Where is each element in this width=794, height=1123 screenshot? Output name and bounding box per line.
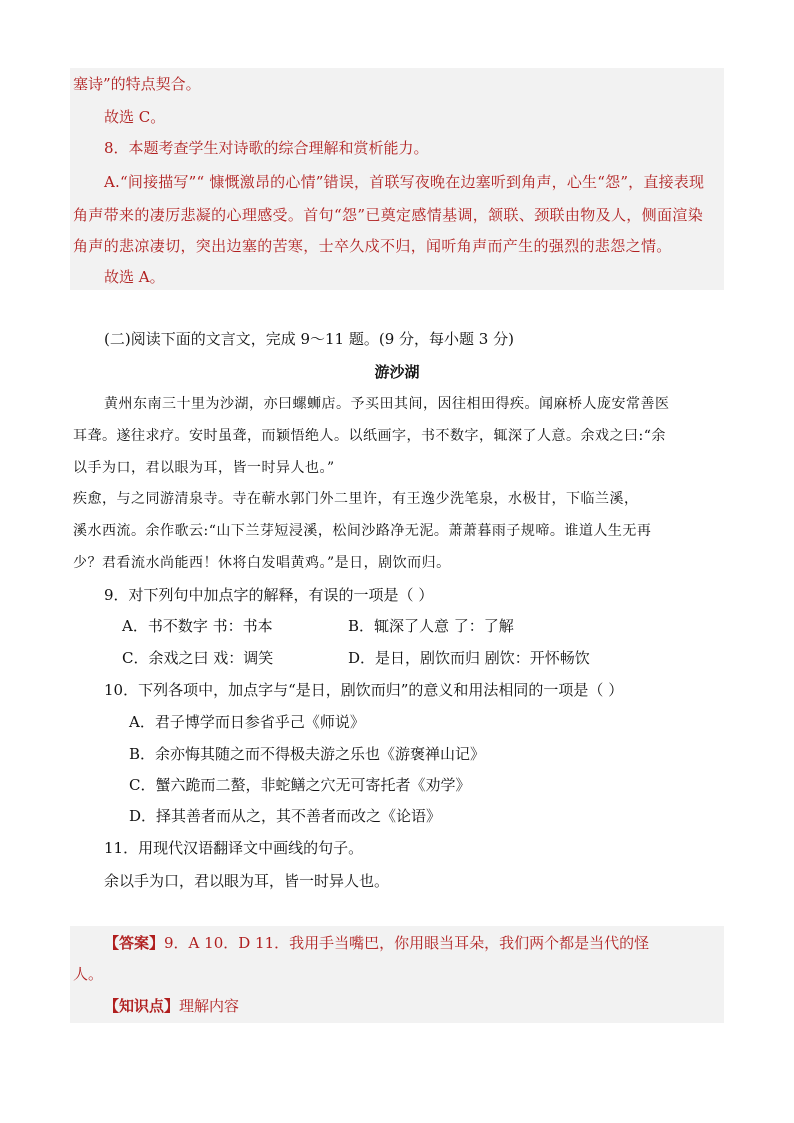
passage-line-2: 耳聋。遂往求疗。安时虽聋，而颖悟绝人。以纸画字，书不数字，辄深了人意。余戏之曰:“余 xyxy=(73,428,666,444)
question-9-stem: 9．对下列句中加点字的解释，有误的一项是（ ） xyxy=(104,586,434,604)
passage-title: 游沙湖 xyxy=(374,363,420,381)
question-9-option-b: B．辄深了人意 了：了解 xyxy=(348,617,514,635)
analysis-line-7: 故选 A。 xyxy=(104,268,165,286)
knowledge-point-line xyxy=(104,996,239,1016)
analysis-line-2: 故选 C。 xyxy=(104,108,166,126)
passage-line-6: 少？君看流水尚能西！休将白发唱黄鸡。”是日，剧饮而归。 xyxy=(73,555,451,571)
passage-line-5: 溪水西流。余作歌云:“山下兰芽短浸溪，松间沙路净无泥。萧萧暮雨子规啼。谁道人生无再 xyxy=(73,523,652,539)
question-11-sentence: 余以手为口，君以眼为耳，皆一时异人也。 xyxy=(104,872,390,890)
knowledge-point-text: 理解内容 xyxy=(179,997,240,1015)
answer-line xyxy=(104,933,649,953)
question-10-option-c: C．蟹六跪而二螯，非蛇鳝之穴无可寄托者《劝学》 xyxy=(129,776,471,794)
question-10-stem: 10．下列各项中，加点字与“是日，剧饮而归”的意义和用法相同的一项是（ ） xyxy=(104,681,624,699)
question-10-option-a: A．君子博学而日参省乎己《师说》 xyxy=(129,713,365,731)
analysis-line-1: 塞诗”的特点契合。 xyxy=(73,75,201,93)
question-10-option-b: B．余亦悔其随之而不得极夫游之乐也《游褒禅山记》 xyxy=(129,745,486,763)
question-9-option-a: A．书不数字 书：书本 xyxy=(122,617,273,635)
question-10-option-d: D．择其善者而从之，其不善者而改之《论语》 xyxy=(129,807,442,825)
analysis-line-4: A.“间接描写”“ 慷慨激昂的心情”错误，首联写夜晚在边塞听到角声，心生“怨”，直接表现 xyxy=(104,173,705,191)
answer-text: 9．A 10．D 11．我用手当嘴巴，你用眼当耳朵，我们两个都是当代的怪 xyxy=(164,934,650,952)
question-9-option-c: C．余戏之曰 戏：调笑 xyxy=(122,649,274,667)
analysis-line-6: 角声的悲凉凄切，突出边塞的苦寒，士卒久戍不归，闻听角声而产生的强烈的悲怨之情。 xyxy=(73,237,672,255)
section-intro: (二)阅读下面的文言文，完成 9～11 题。(9 分，每小题 3 分) xyxy=(104,330,514,348)
passage-line-3: 以手为口，君以眼为耳，皆一时异人也。” xyxy=(73,460,335,476)
knowledge-point-label: 【知识点】 xyxy=(104,997,180,1015)
analysis-line-5: 角声带来的凄厉悲凝的心理感受。首句“怨”已奠定感情基调，颔联、颈联由物及人，侧面渲染 xyxy=(73,206,704,224)
passage-line-4: 疾愈，与之同游清泉寺。寺在蕲水郭门外二里许，有王逸少洗笔泉，水极甘，下临兰溪， xyxy=(73,491,639,507)
question-11-stem: 11．用现代汉语翻译文中画线的句子。 xyxy=(104,839,364,857)
analysis-line-3: 8．本题考查学生对诗歌的综合理解和赏析能力。 xyxy=(104,139,429,157)
answer-label: 【答案】 xyxy=(104,934,165,952)
question-9-option-d: D．是日，剧饮而归 剧饮：开怀畅饮 xyxy=(348,649,590,667)
passage-line-1: 黄州东南三十里为沙湖，亦曰螺蛳店。予买田其间，因往相田得疾。闻麻桥人庞安常善医 xyxy=(104,396,670,412)
answer-continuation: 人。 xyxy=(73,965,104,983)
